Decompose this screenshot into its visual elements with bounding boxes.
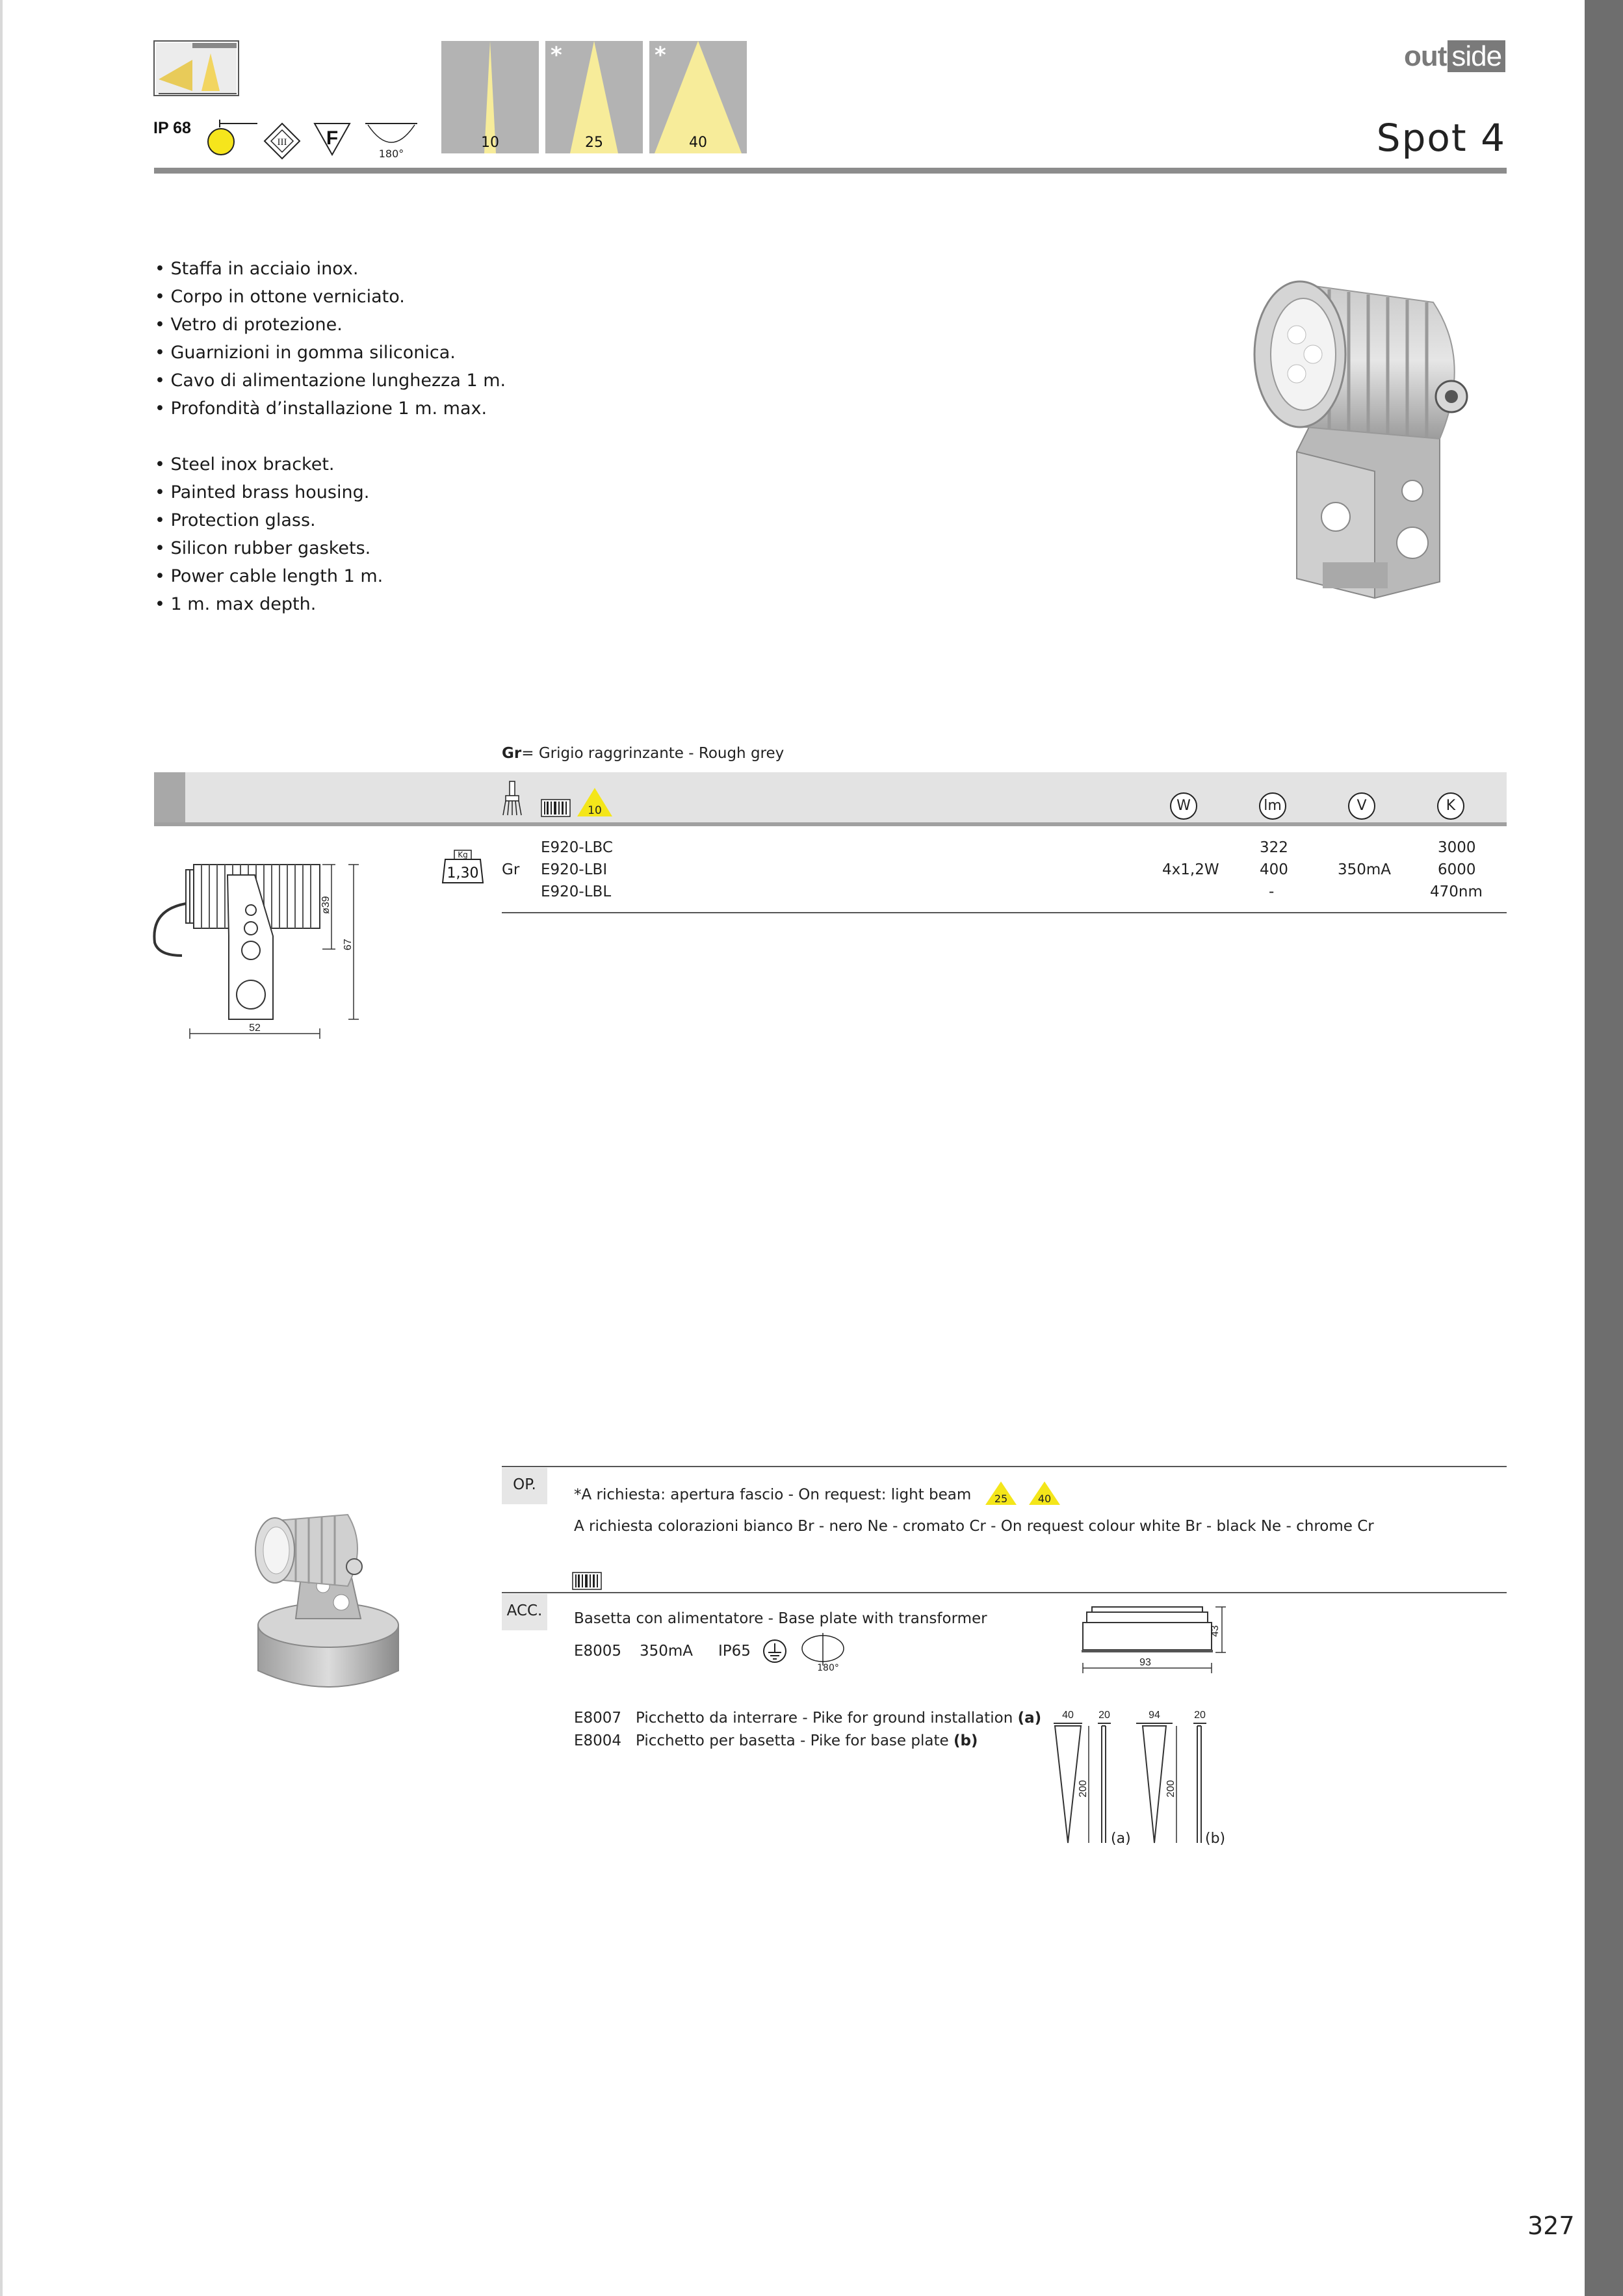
pike-1-code: E8007 xyxy=(574,1710,622,1727)
lamp-icon xyxy=(207,118,259,159)
pike-b-drawing xyxy=(1131,1706,1228,1853)
finish-code: Gr xyxy=(502,745,522,762)
feature-en-item: • Power cable length 1 m. xyxy=(155,566,383,586)
volt-icon: V xyxy=(1348,792,1375,820)
beam-40-icon xyxy=(649,41,747,153)
beam-180-small-icon xyxy=(799,1632,846,1672)
dim-width: 52 xyxy=(249,1023,261,1034)
side-bar xyxy=(1585,0,1623,2296)
pike-b-dim-length: 200 xyxy=(1165,1780,1176,1797)
color-code: Gr xyxy=(502,861,520,878)
base-plate-height: 43 xyxy=(1210,1625,1221,1637)
pike-1-desc xyxy=(636,1710,1041,1727)
pike-a-drawing xyxy=(1050,1706,1137,1853)
finish-note xyxy=(502,745,784,762)
lumen-value: - xyxy=(1269,883,1275,900)
base-plate-desc: Basetta con alimentatore - Base plate with transformer xyxy=(574,1610,987,1627)
f-mark-text: F xyxy=(326,127,339,149)
options-line-1-text: *A richiesta: apertura fascio - On request: light beam xyxy=(574,1486,972,1504)
base-plate-current: 350mA xyxy=(640,1643,694,1660)
base-plate-drawing xyxy=(1079,1606,1235,1684)
base-plate-ip: IP65 xyxy=(718,1643,751,1660)
feature-it-item: • Guarnizioni in gomma siliconica. xyxy=(155,343,456,363)
base-plate-code: E8005 xyxy=(574,1643,622,1660)
page-edge xyxy=(0,0,3,2296)
barcode-icon xyxy=(541,799,571,817)
product-code: E920-LBC xyxy=(541,839,613,856)
brand-logo xyxy=(1404,40,1505,73)
feature-en-item: • Painted brass housing. xyxy=(155,482,370,502)
options-rule xyxy=(502,1466,1507,1467)
lumen-value: 400 xyxy=(1260,861,1288,878)
kelvin-value: 470nm xyxy=(1430,883,1483,900)
options-label: OP. xyxy=(502,1468,547,1504)
finish-desc: = Grigio raggrinzante - Rough grey xyxy=(521,745,785,762)
beam-180-small-text: 180° xyxy=(817,1663,839,1672)
beam-180-icon xyxy=(364,120,419,161)
kelvin-icon: K xyxy=(1437,792,1464,820)
table-header-tab xyxy=(154,772,185,822)
beam-40-badge xyxy=(1028,1484,1056,1506)
logo-side: side xyxy=(1448,40,1505,72)
product-photo xyxy=(1245,257,1518,608)
beam-180-text: 180° xyxy=(378,148,404,160)
pike-2-desc xyxy=(636,1732,978,1749)
feature-it-item: • Profondità d’installazione 1 m. max. xyxy=(155,398,487,419)
class-iii-icon xyxy=(263,122,301,160)
pike-2-desc-text: Picchetto per basetta - Pike for base plate xyxy=(636,1732,954,1749)
beam-10-label: 10 xyxy=(481,135,499,151)
barcode-icon xyxy=(572,1572,602,1590)
f-mark-icon xyxy=(313,121,351,157)
beam-10-badge-text: 10 xyxy=(588,804,602,817)
beam-25-label: 25 xyxy=(585,135,603,151)
pike-2-code: E8004 xyxy=(574,1732,622,1749)
watt-icon: W xyxy=(1170,792,1197,820)
table-bottom-rule xyxy=(502,912,1507,913)
technical-drawing xyxy=(149,852,370,1047)
accessories-label: ACC. xyxy=(502,1594,547,1630)
pike-a-dim-length: 200 xyxy=(1078,1780,1089,1797)
weight-value: 1,30 xyxy=(447,865,479,881)
logo-out: out xyxy=(1404,40,1447,72)
pike-1-tag: (a) xyxy=(1017,1710,1042,1727)
product-title: Spot 4 xyxy=(1376,116,1506,160)
beam-10-badge xyxy=(576,787,614,818)
feature-list xyxy=(155,255,506,618)
beam-25-badge xyxy=(984,1484,1013,1506)
lumen-icon: lm xyxy=(1259,792,1286,820)
pike-a-dim-depth: 20 xyxy=(1098,1710,1110,1721)
current-value: 350mA xyxy=(1338,861,1392,878)
options-line-2: A richiesta colorazioni bianco Br - nero Ne - cromato Cr - On request colour white Br - black Ne - chrome Cr xyxy=(574,1518,1374,1535)
feature-it-item: • Cavo di alimentazione lunghezza 1 m. xyxy=(155,371,506,391)
table-header-rule xyxy=(154,822,1507,826)
beam-40-badge-text: 40 xyxy=(1037,1493,1052,1505)
beam-25-badge-text: 25 xyxy=(994,1493,1007,1505)
asterisk-icon: * xyxy=(551,42,562,68)
table-header-bar xyxy=(154,772,1507,822)
beam-40-label: 40 xyxy=(689,135,707,151)
page-number: 327 xyxy=(1527,2211,1575,2240)
watt-value: 4x1,2W xyxy=(1162,861,1219,878)
accessories-rule xyxy=(502,1592,1507,1593)
options-line-1 xyxy=(574,1484,1056,1506)
header-rule xyxy=(154,168,1507,174)
pike-a-label: (a) xyxy=(1111,1831,1131,1847)
asterisk-icon: * xyxy=(655,42,666,68)
feature-it-item: • Staffa in acciaio inox. xyxy=(155,259,359,279)
beam-25-icon xyxy=(545,41,643,153)
pike-2-tag: (b) xyxy=(953,1732,978,1749)
brush-icon xyxy=(500,780,524,816)
weight-unit: Kg xyxy=(458,850,468,859)
product-code: E920-LBL xyxy=(541,883,612,900)
beam-10-icon xyxy=(441,41,539,153)
weight-icon xyxy=(440,849,486,885)
feature-it-item: • Corpo in ottone verniciato. xyxy=(155,287,405,307)
dim-diameter: ø39 xyxy=(320,896,331,914)
dim-height: 67 xyxy=(343,939,354,950)
kelvin-value: 6000 xyxy=(1438,861,1476,878)
pike-b-dim-depth: 20 xyxy=(1194,1710,1206,1721)
feature-en-item: • Steel inox bracket. xyxy=(155,454,335,475)
ip-rating: IP 68 xyxy=(153,119,191,137)
feature-en-item: • 1 m. max depth. xyxy=(155,594,317,614)
kelvin-value: 3000 xyxy=(1438,839,1476,856)
feature-en-item: • Protection glass. xyxy=(155,510,316,530)
feature-it-item: • Vetro di protezione. xyxy=(155,315,343,335)
pike-b-dim-width: 94 xyxy=(1149,1710,1160,1721)
lumen-value: 322 xyxy=(1260,839,1288,856)
base-plate-width: 93 xyxy=(1139,1657,1151,1668)
feature-en-item: • Silicon rubber gaskets. xyxy=(155,538,371,558)
product-code: E920-LBI xyxy=(541,861,608,878)
accessory-photo xyxy=(250,1489,406,1697)
class-iii-text: III xyxy=(277,137,287,148)
earth-icon xyxy=(762,1638,788,1664)
pike-a-dim-width: 40 xyxy=(1062,1710,1074,1721)
light-distribution-icon xyxy=(153,40,239,96)
pike-1-desc-text: Picchetto da interrare - Pike for ground installation xyxy=(636,1710,1018,1727)
pike-b-label: (b) xyxy=(1205,1831,1226,1847)
